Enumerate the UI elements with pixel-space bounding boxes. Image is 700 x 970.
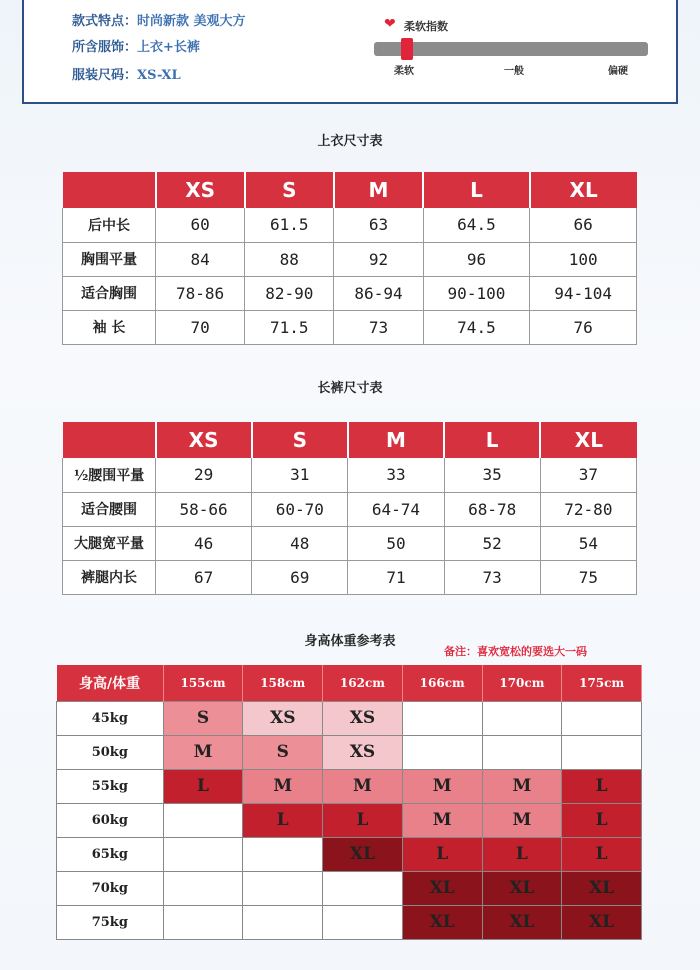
- table-cell: 61.5: [245, 208, 334, 242]
- table-cell: 94-104: [530, 276, 637, 310]
- table-cell: 29: [156, 458, 252, 492]
- info-value: 上衣+长裤: [137, 40, 200, 55]
- size-cell: XS: [323, 701, 403, 735]
- table-cell: 86-94: [334, 276, 423, 310]
- softness-marker: [401, 38, 413, 60]
- row-label: 胸围平量: [63, 242, 156, 276]
- size-cell: M: [163, 735, 243, 769]
- table-row: [57, 871, 642, 905]
- table-cell: 100: [530, 242, 637, 276]
- header-cell: XS: [156, 422, 252, 458]
- table-header-row: [57, 665, 642, 701]
- row-label: 袖 长: [63, 310, 156, 344]
- size-cell: XL: [562, 871, 642, 905]
- reference-table-title: 身高体重参考表: [304, 634, 396, 649]
- table-cell: 63: [334, 208, 423, 242]
- size-cell: L: [402, 837, 482, 871]
- top-size-table: [62, 172, 637, 345]
- softness-bar: [374, 42, 648, 56]
- size-cell: XS: [323, 735, 403, 769]
- table-cell: 70: [156, 310, 245, 344]
- info-label: 款式特点：: [72, 14, 138, 29]
- table-cell: 68-78: [444, 492, 540, 526]
- table-cell: 37: [540, 458, 636, 492]
- row-label: 70kg: [57, 871, 164, 905]
- size-cell: [402, 701, 482, 735]
- header-cell: XL: [530, 172, 637, 208]
- size-cell: [163, 905, 243, 939]
- table-cell: 50: [348, 526, 444, 560]
- table-cell: 64-74: [348, 492, 444, 526]
- size-cell: XL: [562, 905, 642, 939]
- table-row: [63, 276, 637, 310]
- table-row: [63, 242, 637, 276]
- row-label: 45kg: [57, 701, 164, 735]
- table-row: [63, 492, 637, 526]
- header-cell: 162cm: [323, 665, 403, 701]
- size-cell: L: [323, 803, 403, 837]
- size-cell: XS: [243, 701, 323, 735]
- table-row: [63, 560, 637, 594]
- table-row: [63, 310, 637, 344]
- table-row: [57, 837, 642, 871]
- table-cell: 52: [444, 526, 540, 560]
- table-row: [57, 803, 642, 837]
- size-cell: [243, 905, 323, 939]
- header-cell: M: [348, 422, 444, 458]
- header-cell: L: [444, 422, 540, 458]
- table-cell: 76: [530, 310, 637, 344]
- table-cell: 71.5: [245, 310, 334, 344]
- reference-note: 备注：喜欢宽松的要选大一码: [444, 645, 587, 658]
- size-cell: XL: [402, 905, 482, 939]
- table-cell: 96: [423, 242, 530, 276]
- table-cell: 60: [156, 208, 245, 242]
- info-label: 所含服饰：: [72, 40, 138, 55]
- table-cell: 71: [348, 560, 444, 594]
- softness-title: 柔软指数: [404, 20, 448, 33]
- info-row-items: [72, 36, 200, 55]
- size-cell: M: [482, 803, 562, 837]
- size-cell: [402, 735, 482, 769]
- size-cell: XL: [482, 871, 562, 905]
- info-value: XS-XL: [137, 68, 181, 83]
- size-cell: L: [163, 769, 243, 803]
- table-cell: 90-100: [423, 276, 530, 310]
- table-cell: 35: [444, 458, 540, 492]
- header-cell: S: [252, 422, 348, 458]
- header-cell: XS: [156, 172, 245, 208]
- size-cell: [243, 871, 323, 905]
- size-cell: [323, 871, 403, 905]
- table-cell: 72-80: [540, 492, 636, 526]
- height-weight-table: [56, 665, 642, 940]
- table-cell: 31: [252, 458, 348, 492]
- size-cell: L: [482, 837, 562, 871]
- table-row: [63, 458, 637, 492]
- size-cell: [562, 701, 642, 735]
- row-label: 75kg: [57, 905, 164, 939]
- table-cell: 69: [252, 560, 348, 594]
- size-cell: M: [402, 803, 482, 837]
- top-size-table-title: 上衣尺寸表: [317, 134, 383, 149]
- info-label: 服装尺码：: [72, 68, 138, 83]
- table-row: [63, 208, 637, 242]
- size-cell: XL: [323, 837, 403, 871]
- softness-label-normal: 一般: [504, 66, 524, 77]
- row-label: 大腿宽平量: [63, 526, 156, 560]
- table-cell: 54: [540, 526, 636, 560]
- size-cell: S: [163, 701, 243, 735]
- table-cell: 48: [252, 526, 348, 560]
- table-cell: 84: [156, 242, 245, 276]
- row-label: 60kg: [57, 803, 164, 837]
- table-cell: 33: [348, 458, 444, 492]
- row-label: 50kg: [57, 735, 164, 769]
- table-cell: 73: [444, 560, 540, 594]
- header-cell: 158cm: [243, 665, 323, 701]
- softness-label-hard: 偏硬: [608, 66, 628, 77]
- header-cell: S: [245, 172, 334, 208]
- header-cell: 175cm: [562, 665, 642, 701]
- table-cell: 78-86: [156, 276, 245, 310]
- size-cell: S: [243, 735, 323, 769]
- row-label: 55kg: [57, 769, 164, 803]
- table-row: [57, 905, 642, 939]
- size-cell: L: [562, 837, 642, 871]
- header-cell: [63, 422, 156, 458]
- size-cell: [243, 837, 323, 871]
- product-info-box: [22, 0, 678, 104]
- info-value: 时尚新款 美观大方: [137, 14, 246, 29]
- table-row: [57, 735, 642, 769]
- row-label: 适合胸围: [63, 276, 156, 310]
- size-cell: [323, 905, 403, 939]
- size-cell: [163, 803, 243, 837]
- info-row-style: [72, 10, 246, 29]
- heart-icon: ❤: [384, 16, 396, 32]
- size-cell: XL: [402, 871, 482, 905]
- table-cell: 88: [245, 242, 334, 276]
- size-cell: M: [402, 769, 482, 803]
- pants-size-table-title: 长裤尺寸表: [317, 381, 383, 396]
- header-cell: M: [334, 172, 423, 208]
- size-cell: L: [562, 803, 642, 837]
- row-label: ½腰围平量: [63, 458, 156, 492]
- table-row: [63, 526, 637, 560]
- table-cell: 46: [156, 526, 252, 560]
- size-cell: M: [482, 769, 562, 803]
- table-cell: 92: [334, 242, 423, 276]
- info-row-sizes: [72, 64, 181, 83]
- row-label: 裤腿内长: [63, 560, 156, 594]
- size-cell: L: [562, 769, 642, 803]
- table-header-row: [63, 422, 637, 458]
- header-cell: 166cm: [402, 665, 482, 701]
- table-cell: 73: [334, 310, 423, 344]
- table-cell: 74.5: [423, 310, 530, 344]
- header-cell: 155cm: [163, 665, 243, 701]
- row-label: 65kg: [57, 837, 164, 871]
- table-row: [57, 769, 642, 803]
- size-cell: [482, 735, 562, 769]
- size-cell: [163, 837, 243, 871]
- size-cell: [163, 871, 243, 905]
- elasticity-scale-partial: [394, 0, 611, 2]
- table-cell: 82-90: [245, 276, 334, 310]
- size-cell: M: [243, 769, 323, 803]
- table-header-row: [63, 172, 637, 208]
- table-cell: 66: [530, 208, 637, 242]
- header-cell: 身高/体重: [57, 665, 164, 701]
- size-cell: XL: [482, 905, 562, 939]
- table-cell: 58-66: [156, 492, 252, 526]
- table-row: [57, 701, 642, 735]
- softness-label-soft: 柔软: [394, 66, 414, 77]
- table-cell: 60-70: [252, 492, 348, 526]
- header-cell: L: [423, 172, 530, 208]
- row-label: 适合腰围: [63, 492, 156, 526]
- header-cell: 170cm: [482, 665, 562, 701]
- size-cell: [482, 701, 562, 735]
- table-cell: 67: [156, 560, 252, 594]
- header-cell: XL: [540, 422, 636, 458]
- row-label: 后中长: [63, 208, 156, 242]
- size-cell: M: [323, 769, 403, 803]
- size-cell: [562, 735, 642, 769]
- table-cell: 64.5: [423, 208, 530, 242]
- header-cell: [63, 172, 156, 208]
- size-cell: L: [243, 803, 323, 837]
- table-cell: 75: [540, 560, 636, 594]
- pants-size-table: [62, 422, 637, 595]
